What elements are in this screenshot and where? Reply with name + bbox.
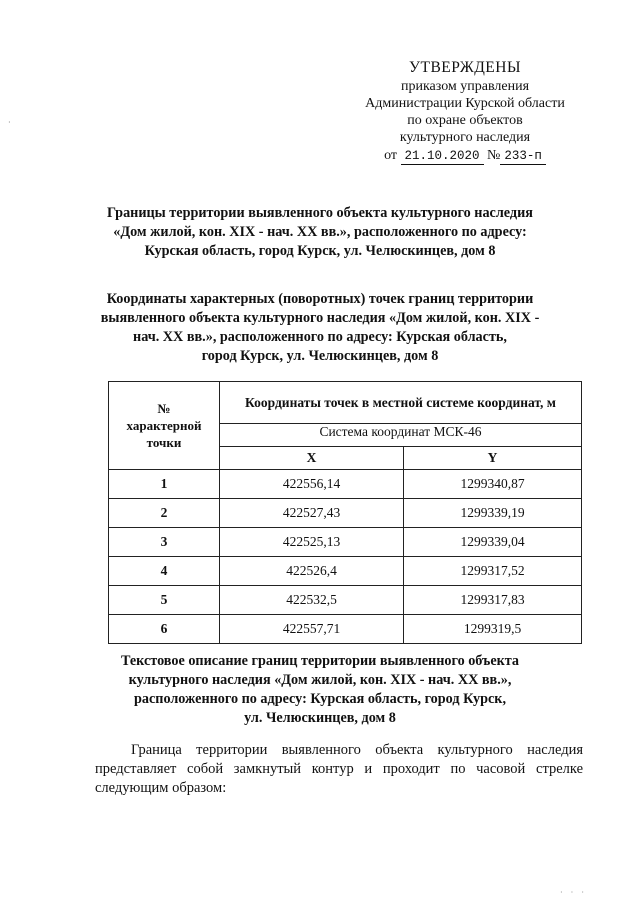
point-y: 1299339,04	[404, 528, 582, 557]
coords-title-line-3: нач. XX вв.», расположенного по адресу: Курская область,	[133, 329, 507, 345]
table-row	[109, 528, 582, 557]
scan-edge-mark: ·	[8, 118, 11, 127]
header-y: Y	[404, 447, 582, 470]
boundary-description-text: Граница территории выявленного объекта культурного наследия представляет собой замкнутый контур и проходит по часовой стрелке следующим образом:	[95, 742, 583, 796]
point-y: 1299319,5	[404, 615, 582, 644]
table-row	[109, 586, 582, 615]
document-title	[60, 204, 580, 261]
table-row	[109, 557, 582, 586]
scan-footer-mark: · · ·	[560, 888, 587, 897]
approval-line-4: культурного наследия	[399, 130, 531, 145]
point-x: 422527,43	[220, 499, 404, 528]
point-number: 3	[109, 528, 220, 557]
header-num-word-1: характерной	[126, 418, 202, 433]
point-number: 2	[109, 499, 220, 528]
header-coordinate-system: Система координат МСК-46	[220, 424, 582, 447]
point-number: 5	[109, 586, 220, 615]
point-number: 6	[109, 615, 220, 644]
point-x: 422557,71	[220, 615, 404, 644]
header-x: X	[220, 447, 404, 470]
coords-title-line-2: выявленного объекта культурного наследия «Дом жилой, кон. XIX -	[100, 310, 540, 326]
title-line-3: Курская область, город Курск, ул. Челюскинцев, дом 8	[144, 243, 496, 259]
approval-line-1: приказом управления	[400, 79, 530, 94]
table-row	[109, 470, 582, 499]
point-x: 422525,13	[220, 528, 404, 557]
date-prefix: от	[384, 148, 398, 163]
header-coordinates: Координаты точек в местной системе координат, м	[220, 382, 582, 424]
header-num-symbol: №	[157, 401, 171, 416]
title-line-1: Границы территории выявленного объекта культурного наследия	[107, 205, 533, 221]
order-date: 21.10.2020	[401, 149, 484, 165]
approval-line-3: по охране объектов	[407, 113, 523, 128]
point-number: 1	[109, 470, 220, 499]
description-title-line-2: культурного наследия «Дом жилой, кон. XIX - нач. XX вв.»,	[128, 672, 512, 688]
description-title	[60, 652, 580, 728]
title-line-2: «Дом жилой, кон. XIX - нач. XX вв.», расположенного по адресу:	[113, 224, 527, 240]
table-row	[109, 615, 582, 644]
coordinates-table	[108, 381, 582, 644]
boundary-description	[95, 741, 583, 798]
point-number: 4	[109, 557, 220, 586]
point-y: 1299339,19	[404, 499, 582, 528]
point-x: 422526,4	[220, 557, 404, 586]
coords-title-line-1: Координаты характерных (поворотных) точек границ территории	[106, 291, 534, 307]
description-title-line-4: ул. Челюскинцев, дом 8	[244, 710, 396, 726]
order-number: 233-п	[500, 149, 546, 165]
description-title-line-1: Текстовое описание границ территории выявленного объекта	[120, 653, 520, 669]
coords-title-line-4: город Курск, ул. Челюскинцев, дом 8	[201, 348, 439, 364]
coords-title	[60, 290, 580, 366]
number-prefix: №	[487, 148, 501, 163]
approval-heading: УТВЕРЖДЕНЫ	[409, 59, 521, 76]
point-y: 1299317,52	[404, 557, 582, 586]
header-num-word-2: точки	[146, 435, 182, 450]
point-y: 1299317,83	[404, 586, 582, 615]
table-row	[109, 499, 582, 528]
header-point-number	[109, 382, 220, 470]
point-x: 422556,14	[220, 470, 404, 499]
approval-line-2: Администрации Курской области	[365, 96, 565, 111]
order-line	[340, 147, 590, 165]
approval-stamp	[340, 58, 590, 165]
point-x: 422532,5	[220, 586, 404, 615]
description-title-line-3: расположенного по адресу: Курская область, город Курск,	[133, 691, 507, 707]
table-header-row	[109, 382, 582, 424]
point-y: 1299340,87	[404, 470, 582, 499]
